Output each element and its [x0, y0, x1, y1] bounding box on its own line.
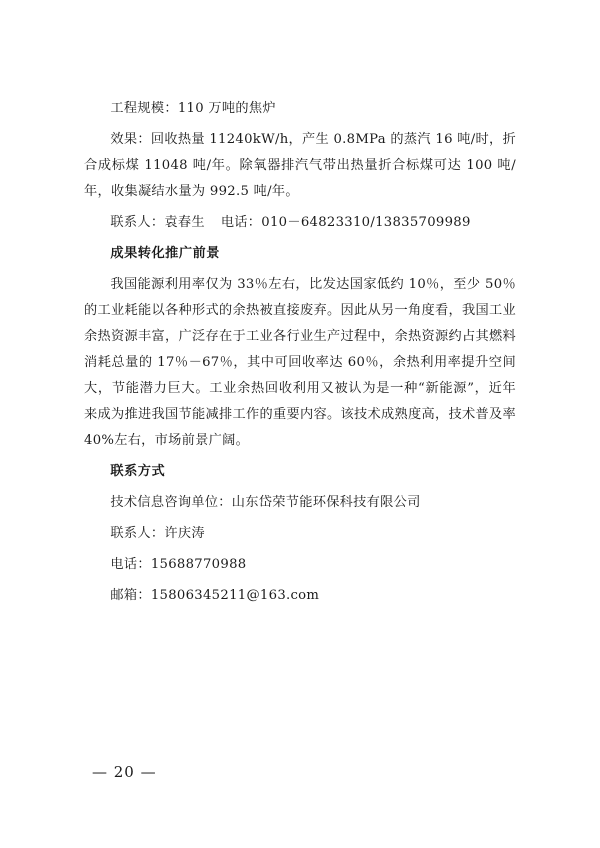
- contact-phone: 电话：15688770988: [110, 557, 247, 572]
- project-effect: 效果：回收热量 11240kW/h，产生 0.8MPa 的蒸汽 16 吨/时，折合成标煤 11048 吨/年。除氧器排汽气带出热量折合标煤可达 100 吨/年，收集凝结水量为 992.5 吨/年。: [84, 132, 516, 199]
- prospects-heading: 成果转化推广前景: [110, 246, 220, 261]
- contact-heading: 联系方式: [110, 464, 166, 479]
- contact-unit: 技术信息咨询单位：山东岱荣节能环保科技有限公司: [110, 495, 421, 510]
- project-contact: [84, 210, 516, 236]
- project-contact-person: 联系人：袁春生: [110, 215, 205, 230]
- project-scale: 工程规模：110 万吨的焦炉: [110, 101, 276, 116]
- contact-person: 联系人：许庆涛: [110, 526, 205, 541]
- prospects-paragraph: 我国能源利用率仅为 33％左右，比发达国家低约 10％，至少 50％的工业耗能以各种形式的余热被直接废弃。因此从另一角度看，我国工业余热资源丰富，广泛存在于工业各行业生产过程中，余热资源约占其燃料消耗总量的 17％－67％，其中可回收率达 60％，余热利用率提升空间大，节能潜力巨大。工业余热回收利用又被认为是一种“新能源”，近年来成为推进我国节能减排工作的重要内容。该技术成熟度高，技术普及率 40%左右，市场前景广阔。: [84, 277, 516, 448]
- contact-email: 邮箱：15806345211@163.com: [110, 588, 320, 603]
- page-number: — 20 —: [92, 763, 157, 781]
- project-contact-phone: 电话：010－64823310/13835709989: [220, 215, 471, 230]
- page-content: [84, 96, 516, 614]
